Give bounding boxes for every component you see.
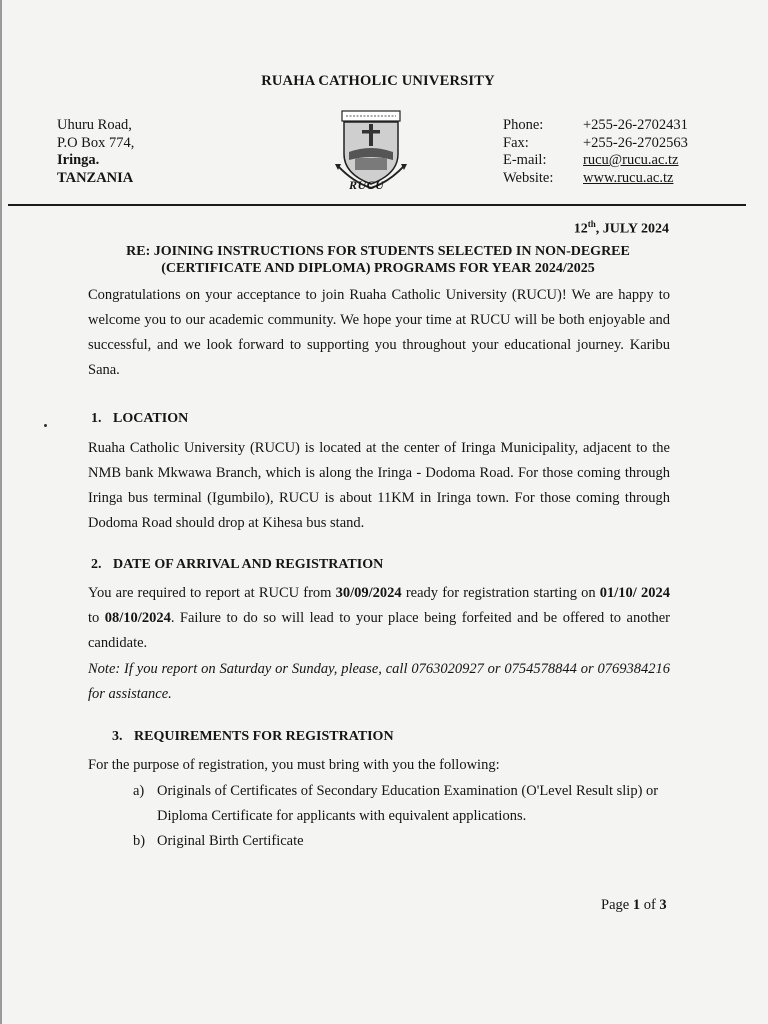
page-prefix: Page xyxy=(601,897,633,913)
page-current: 1 xyxy=(632,897,641,913)
header-divider xyxy=(8,204,746,206)
registration-end-date: 08/10/2024 xyxy=(104,610,171,626)
date-suffix: th xyxy=(587,219,596,229)
page-of: of xyxy=(640,897,660,913)
university-name: RUAHA CATHOLIC UNIVERSITY xyxy=(261,73,495,89)
address-line: Uhuru Road, xyxy=(57,117,132,133)
contact-row-phone xyxy=(503,117,688,135)
arrival-note: Note: If you report on Saturday or Sunday, please, call 0763020927 or 0754578844 or 0769384216 for assistance. xyxy=(88,661,670,702)
arrival-text: to xyxy=(88,610,105,626)
subject-line: (CERTIFICATE AND DIPLOMA) PROGRAMS FOR YEAR 2024/2025 xyxy=(161,261,595,276)
list-item-text: Originals of Certificates of Secondary Education Examination (O'Level Result slip) or Diploma Certificate for applicants with equivalent applications. xyxy=(157,783,659,824)
subject-line: RE: JOINING INSTRUCTIONS FOR STUDENTS SELECTED IN NON-DEGREE xyxy=(126,244,630,259)
section-title: LOCATION xyxy=(113,411,189,426)
section-number: 2. xyxy=(91,557,102,572)
section-heading-requirements xyxy=(112,729,394,745)
margin-mark xyxy=(44,424,47,427)
contact-details xyxy=(503,117,688,187)
crest-wordmark: RUCU xyxy=(349,178,385,192)
address-line: TANZANIA xyxy=(57,169,134,186)
requirements-list xyxy=(133,779,673,854)
list-item-text: Original Birth Certificate xyxy=(157,833,304,849)
page-total: 3 xyxy=(659,897,667,913)
contact-label: Fax: xyxy=(503,134,529,151)
list-item-letter: a) xyxy=(133,783,145,799)
list-item-letter: b) xyxy=(133,833,146,849)
section-heading-location xyxy=(91,411,188,427)
address-line: Iringa. xyxy=(57,152,100,168)
registration-start-date: 01/10/ 2024 xyxy=(599,585,670,601)
date-month-year: , JULY 2024 xyxy=(595,221,669,237)
email-link[interactable]: rucu@rucu.ac.tz xyxy=(583,152,679,168)
date-day: 12 xyxy=(573,221,588,237)
arrival-paragraph xyxy=(88,581,670,656)
intro-paragraph: Congratulations on your acceptance to join Ruaha Catholic University (RUCU)! We are happy to welcome you to our academic community. We hope your time at RUCU will be both enjoyable and successful, and we look forward to supporting you throughout your educational journey. Karibu Sana. xyxy=(88,287,670,378)
section-number: 1. xyxy=(91,411,102,426)
contact-label: Website: xyxy=(503,169,554,186)
list-item xyxy=(133,829,673,854)
letter-subject xyxy=(70,243,686,277)
requirements-intro: For the purpose of registration, you must bring with you the following: xyxy=(88,757,500,773)
arrival-date-from: 30/09/2024 xyxy=(335,585,402,601)
letter-date xyxy=(574,219,669,238)
section-title: DATE OF ARRIVAL AND REGISTRATION xyxy=(113,557,384,572)
website-link[interactable]: www.rucu.ac.tz xyxy=(583,169,674,186)
section-heading-arrival xyxy=(91,557,383,573)
page-edge xyxy=(0,0,2,1024)
page-number xyxy=(601,897,667,914)
contact-value: +255-26-2702431 xyxy=(583,117,688,133)
section-title: REQUIREMENTS FOR REGISTRATION xyxy=(134,729,394,744)
contact-label: E-mail: xyxy=(503,152,547,168)
contact-label: Phone: xyxy=(503,117,544,133)
contact-value: +255-26-2702563 xyxy=(583,134,688,151)
contact-row-fax xyxy=(503,135,688,153)
contact-row-email xyxy=(503,152,688,170)
arrival-text: . Failure to do so will lead to your place being forfeited and be offered to another candidate. xyxy=(88,610,671,651)
location-paragraph: Ruaha Catholic University (RUCU) is located at the center of Iringa Municipality, adjacent to the NMB bank Mkwawa Branch, which is along the Iringa - Dodoma Road. For those coming through Iringa bus terminal (Igumbilo), RUCU is about 11KM in Iringa town. For those coming through Dodoma Road should drop at Kihesa bus stand. xyxy=(88,440,670,531)
address-line: P.O Box 774, xyxy=(57,134,135,151)
contact-row-website xyxy=(503,170,688,188)
postal-address xyxy=(57,117,134,187)
arrival-text: You are required to report at RUCU from xyxy=(88,585,336,601)
arrival-text: ready for registration starting on xyxy=(401,585,600,601)
section-number: 3. xyxy=(112,729,123,744)
list-item xyxy=(133,779,673,829)
